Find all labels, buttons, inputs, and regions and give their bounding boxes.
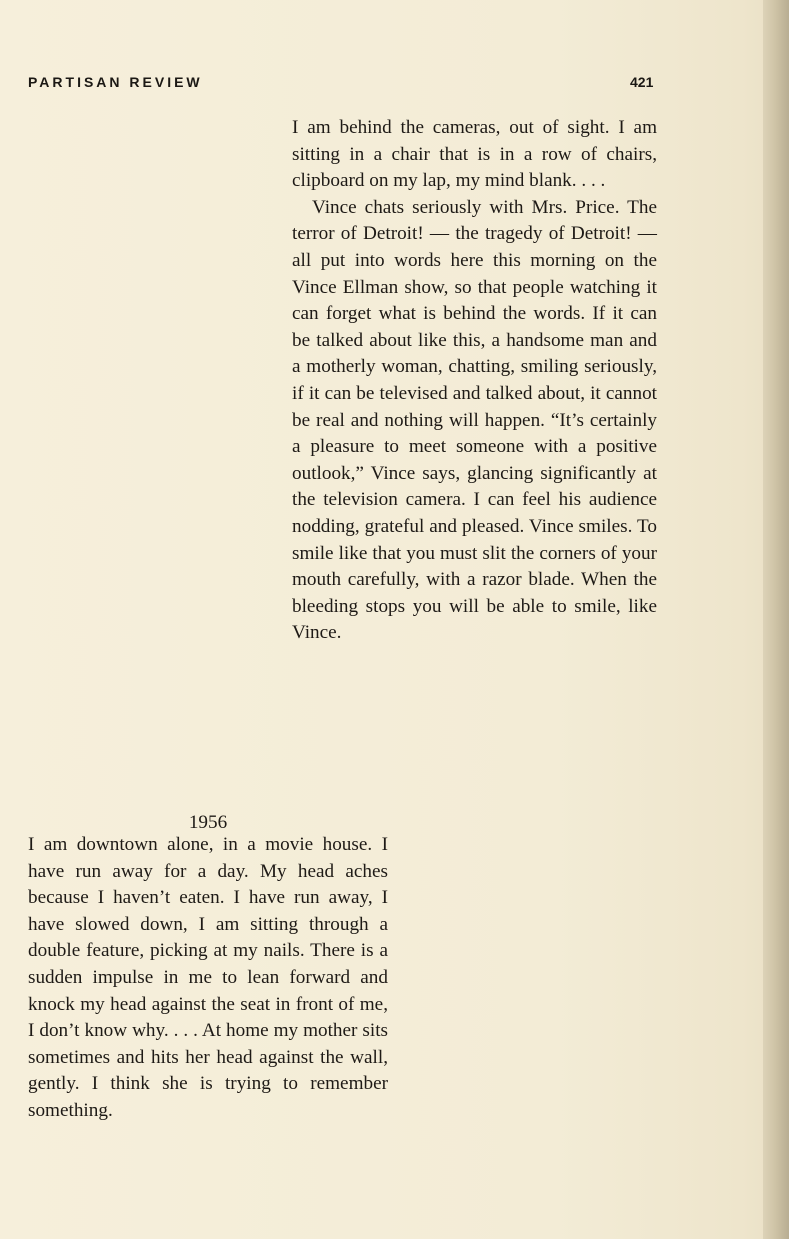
- page-number: 421: [630, 74, 654, 90]
- right-text-column: [292, 115, 657, 647]
- paragraph-behind-cameras: I am behind the cameras, out of sight. I am sitting in a chair that is in a row of chairs, clipboard on my lap, my mind blank. . . .: [292, 117, 657, 192]
- running-head-journal-title: PARTISAN REVIEW: [28, 74, 203, 90]
- paragraph-movie-house: I am downtown alone, in a movie house. I have run away for a day. My head aches because I haven’t eaten. I have run away, I have slowed down, I am sitting through a double feature, picking at my nails. There is a sudden impulse in me to lean forward and knock my head against the seat in front of me, I don’t know why. . . . At home my mother sits sometimes and hits her head against the wall, gently. I think she is trying to remember something.: [28, 834, 388, 1121]
- page-gutter-shadow: [763, 0, 789, 1239]
- paragraph-vince-chats: Vince chats seriously with Mrs. Price. The terror of Detroit! — the tragedy of Detroit! — all put into words here this morning on the Vince Ellman show, so that people watching it can forget what is behind the words. If it can be talked about like this, a handsome man and a motherly woman, chatting, smiling seriously, if it can be televised and talked about, it cannot be real and nothing will happen. “It’s certainly a pleasure to meet someone with a positive outlook,” Vince says, glancing significantly at the television camera. I can feel his audience nodding, grateful and pleased. Vince smiles. To smile like that you must slit the corners of your mouth carefully, with a razor blade. When the bleeding stops you will be able to smile, like Vince.: [292, 196, 657, 644]
- left-text-column: [28, 832, 388, 1125]
- section-heading-year: 1956: [188, 812, 228, 833]
